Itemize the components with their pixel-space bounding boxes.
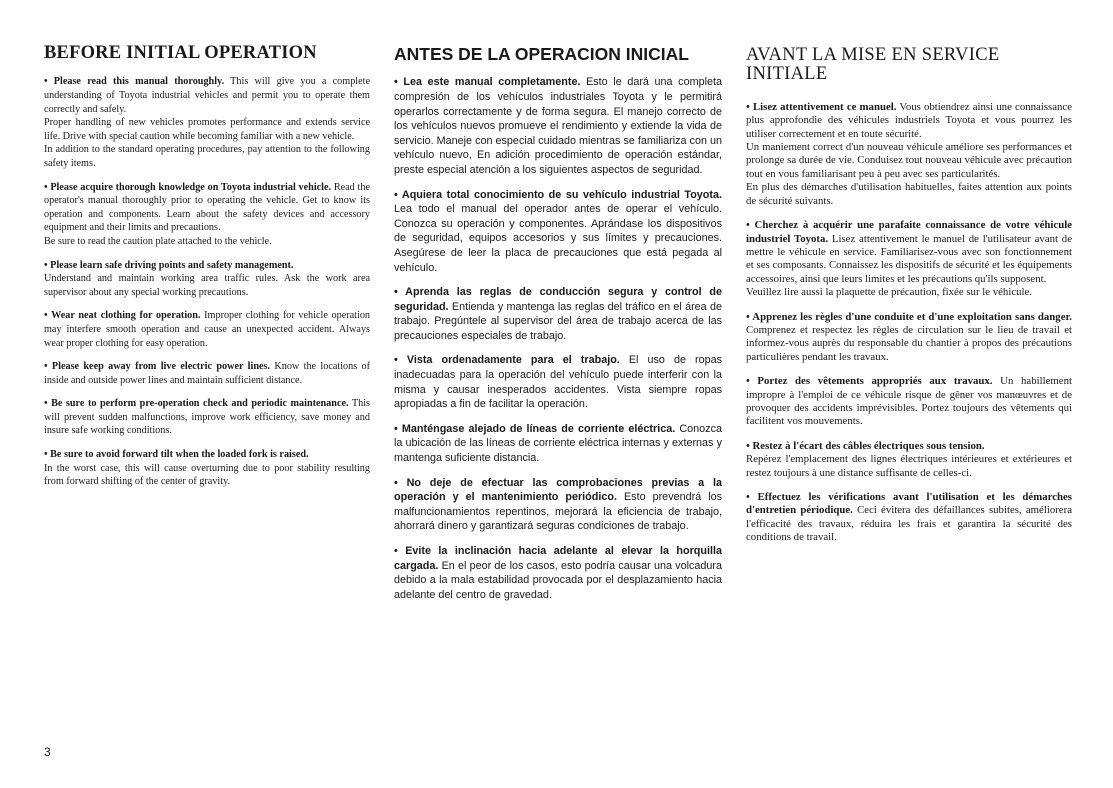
french-item — [746, 491, 1072, 545]
english-item-lead: • Please acquire thorough knowledge on Toyota industrial vehicle. — [44, 181, 332, 193]
spanish-item — [394, 188, 722, 276]
spanish-item-lead: • Aprenda las reglas de conducción segura y control de seguridad. — [394, 286, 722, 313]
english-item-lead: • Wear neat clothing for operation. — [44, 310, 201, 322]
spanish-item-lead: • Vista ordenadamente para el trabajo. — [394, 354, 620, 367]
french-item — [746, 440, 1072, 480]
page-number: 3 — [44, 745, 51, 759]
spanish-item-text: En el peor de los casos, esto podría causar una volcadura debido a la mala estabilidad provocada por el desplazamiento hacia adelante del centro de gravedad. — [394, 559, 722, 601]
english-item — [44, 360, 370, 387]
english-item-lead: • Be sure to perform pre-operation check and periodic maintenance. — [44, 398, 349, 410]
english-item-text: Understand and maintain working area traffic rules. Ask the work area supervisor about any special working precautions. — [44, 273, 370, 298]
spanish-item-lead: • Aquiera total conocimiento de su vehículo industrial Toyota. — [394, 188, 722, 201]
spanish-item-lead: • Manténgase alejado de líneas de corriente eléctrica. — [394, 422, 676, 435]
english-item-text: Know the locations of inside and outside power lines and maintain sufficient distance. — [44, 361, 370, 386]
english-item — [44, 448, 370, 489]
spanish-item — [394, 75, 722, 177]
french-item-text: Vous obtiendrez ainsi une connaissance plus approfondie des véhicules industriels Toyota et vous pourrez les utiliser correctement et en toute sécurité. Un maniement correct d'un nouveau véhicule améliore ses performances et prolonge sa durée de vie. Conduisez tout nouveau véhicule avec précaution tout en vous familiarisant peu à peu avec ses particularités. En plus des démarches d'utilisation habituelles, faites attention aux points de sécurité suivants. — [746, 100, 1072, 207]
spanish-item-lead: • No deje de efectuar las comprobaciones previas a la operación y el mantenimiento periódico. — [394, 476, 722, 504]
french-item-text: Ceci évitera des défaillances subites, améliorera l'efficacité des travaux, réduira les frais et garantira la sécurité des conditions de travail. — [746, 504, 1072, 544]
english-title: BEFORE INITIAL OPERATION — [44, 43, 317, 63]
french-title: AVANT LA MISE EN SERVICE INITIALE — [746, 45, 1000, 85]
spanish-item-lead: • Lea este manual completamente. — [394, 76, 581, 89]
english-item-lead: • Be sure to avoid forward tilt when the loaded fork is raised. — [44, 449, 309, 461]
french-item-text: Un habillement impropre à l'emploi de ce véhicule risque de gêner vos manœuvres et de provoquer des accidents imprévisibles. Portez toujours des vêtements qui facilitent vos mouvements. — [746, 375, 1072, 428]
spanish-item — [394, 476, 722, 534]
french-item-lead: • Effectuez les vérifications avant l'utilisation et les démarches d'entretien périodique. — [746, 491, 1072, 517]
english-item — [44, 181, 370, 249]
spanish-item-text: Entienda y mantenga las reglas del tráfico en el área de trabajo. Pregúntele al supervisor del área de trabajo acerca de las precauciones especiales de trabajo. — [394, 300, 722, 342]
french-item-lead: • Lisez attentivement ce manuel. — [746, 100, 897, 113]
english-item-lead: • Please read this manual thoroughly. — [44, 76, 225, 88]
english-item-text: This will give you a complete understanding of Toyota industrial vehicles and permit you to operate them correctly and safely. Proper handling of new vehicles promotes performance and extends service life. Drive with special caution while becoming familiar with a new vehicle. In addition to the standard operating procedures, pay attention to the following safety items. — [44, 76, 370, 169]
english-item-text: Read the operator's manual thoroughly prior to operating the vehicle. Get to know its operation and components. Learn about the safety devices and accessory equipment and their limits and precautions. Be sure to read the caution plate attached to the vehicle. — [44, 181, 370, 247]
spanish-column — [394, 40, 722, 612]
english-item — [44, 75, 370, 170]
spanish-item — [394, 422, 722, 466]
french-item-lead: • Portez des vêtements appropriés aux travaux. — [746, 375, 993, 388]
french-item-text: Lisez attentivement le manuel de l'utilisateur avant de mettre le véhicule en service. Familiarisez-vous avec son fonctionnement et ses composants. Connaissez les dispositifs de sécurité et les équipements accessoires, ainsi que leurs limites et les précautions qu'ils supposent. Veuillez lire aussi la plaquette de précaution, fixée sur le véhicule. — [746, 232, 1072, 299]
spanish-item-text: El uso de ropas inadecuadas para la operación del vehículo puede interferir con la misma y causar inesperados accidentes. Vista siempre ropas apropiadas a fin de facilitar la operación. — [394, 354, 723, 411]
french-item-lead: • Cherchez à acquérir une parafaite connaissance de votre véhicule industriel Toyota. — [746, 219, 1072, 245]
spanish-item-text: Esto le dará una completa compresión de los vehículos industriales Toyota y le permitirá operarlos correctamente y de forma segura. El manejo correcto de los vehículos nuevos promueve el rendimiento y extiende la vida de servicio. Maneje con especial cuidado mientras se familiariza con un vehículo nuevo, En adición procedimiento de operación estándar, preste especial atención a los siguientes aspectos de seguridad. — [394, 76, 722, 176]
english-item — [44, 309, 370, 350]
spanish-item — [394, 285, 722, 343]
spanish-item — [394, 544, 722, 602]
english-column — [44, 40, 370, 499]
french-item — [746, 101, 1072, 208]
french-item — [746, 311, 1072, 365]
english-item-text: This will prevent sudden malfunctions, improve work efficiency, save money and insure safe working conditions. — [44, 398, 370, 437]
french-column — [746, 40, 1072, 556]
spanish-item-text: Esto prevendrá los malfuncionamientos repentinos, mejorará la eficiencia de trabajo, ahorrará dinero y garantizará seguras condiciones de trabajo. — [394, 491, 723, 533]
english-item — [44, 259, 370, 300]
english-item-lead: • Please learn safe driving points and safety management. — [44, 259, 294, 271]
spanish-item-text: Lea todo el manual del operador antes de operar el vehículo. Conozca su operación y componentes. Aprándase los dispositivos de seguridad, equipos accesorios y sus límites y precauciones. Asegúrese de leer la placa de precauciones que está pegada al vehículo. — [394, 203, 722, 274]
english-item — [44, 397, 370, 438]
french-item-lead: • Restez à l'écart des câbles électriques sous tension. — [746, 439, 985, 452]
spanish-item — [394, 353, 722, 411]
french-item — [746, 219, 1072, 299]
french-item-text: Repérez l'emplacement des lignes électriques intérieures et extérieures et restez toujours à une distance suffisante de celles-ci. — [746, 453, 1072, 479]
spanish-item-text: Conozca la ubicación de las líneas de corriente eléctrica internas y externas y mantenga suficiente distancia. — [394, 422, 722, 465]
spanish-item-lead: • Evite la inclinación hacia adelante al elevar la horquilla cargada. — [394, 545, 722, 572]
french-item-text: Comprenez et respectez les règles de circulation sur le lieu de travail et informez-vous auprès du responsable du chantier à propos des précautions particulières pendant les travaux. — [746, 323, 1072, 363]
english-item-text: Improper clothing for vehicle operation may interfere smooth operation and cause an unexpected accident. Always wear proper clothing for easy operation. — [44, 310, 371, 349]
spanish-title: ANTES DE LA OPERACION INICIAL — [394, 44, 689, 64]
french-item-lead: • Apprenez les règles d'une conduite et d'une exploitation sans danger. — [746, 310, 1072, 323]
french-item — [746, 375, 1072, 429]
english-item-lead: • Please keep away from live electric power lines. — [44, 361, 271, 373]
english-item-text: In the worst case, this will cause overturning due to poor stability resulting from forward shifting of the center of gravity. — [44, 462, 370, 488]
